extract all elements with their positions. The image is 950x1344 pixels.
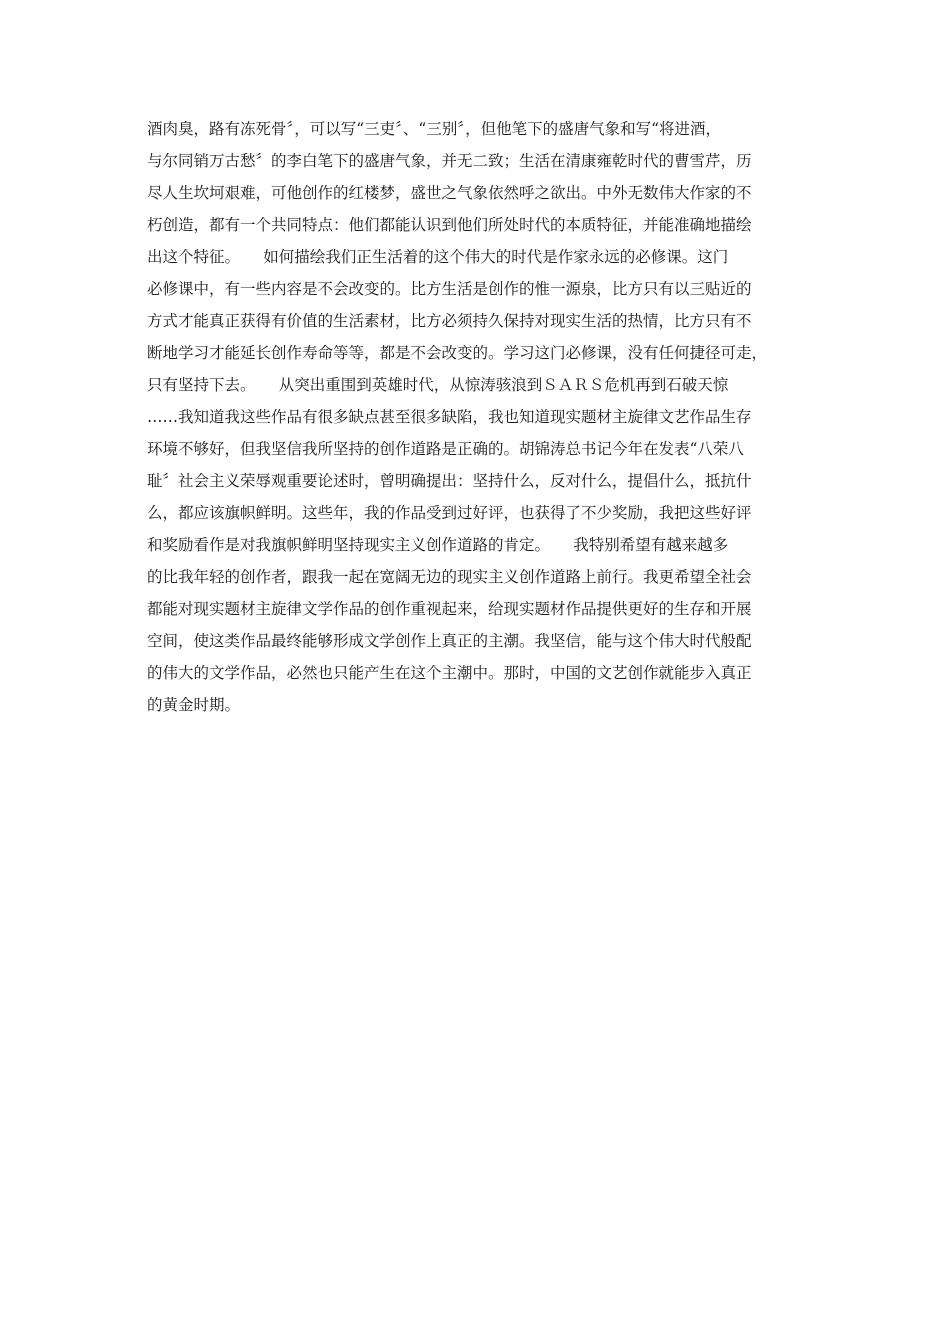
text-line: 断地学习才能延长创作寿命等等，都是不会改变的。学习这门必修课，没有任何捷径可走， [147, 344, 768, 362]
text-line: 方式才能真正获得有价值的生活素材，比方必须持久保持对现实生活的热情，比方只有不 [147, 312, 752, 330]
text-line: 的黄金时期。 [147, 696, 241, 714]
text-line: 么，都应该旗帜鲜明。这些年，我的作品受到过好评，也获得了不少奖励，我把这些好评 [147, 504, 752, 522]
text-line: 出这个特征。 如何描绘我们正生活着的这个伟大的时代是作家永远的必修课。这门 [147, 248, 729, 266]
text-line: 环境不够好，但我坚信我所坚持的创作道路是正确的。胡锦涛总书记今年在发表“八荣八 [147, 440, 744, 458]
text-line: 都能对现实题材主旋律文学作品的创作重视起来，给现实题材作品提供更好的生存和开展 [147, 600, 752, 618]
text-line: 只有坚持下去。 从突出重围到英雄时代，从惊涛骇浪到ＳＡＲＳ危机再到石破天惊 [147, 376, 729, 394]
body-text [147, 113, 817, 721]
text-line: 空间，使这类作品最终能够形成文学创作上真正的主潮。我坚信，能与这个伟大时代般配 [147, 632, 752, 650]
text-line: 酒肉臭，路有冻死骨〞，可以写“三吏〞、“三别〞，但他笔下的盛唐气象和写“将进酒， [147, 120, 722, 138]
text-line: 尽人生坎坷艰难，可他创作的红楼梦，盛世之气象依然呼之欲出。中外无数伟大作家的不 [147, 184, 752, 202]
text-line: 的比我年轻的创作者，跟我一起在宽阔无边的现实主义创作道路上前行。我更希望全社会 [147, 568, 752, 586]
text-line: 和奖励看作是对我旗帜鲜明坚持现实主义创作道路的肯定。 我特别希望有越来越多 [147, 536, 729, 554]
text-line: 朽创造，都有一个共同特点：他们都能认识到他们所处时代的本质特征，并能准确地描绘 [147, 216, 752, 234]
text-line: ……我知道我这些作品有很多缺点甚至很多缺陷，我也知道现实题材主旋律文艺作品生存 [147, 408, 752, 426]
text-line: 耻〞社会主义荣辱观重要论述时，曾明确提出：坚持什么，反对什么，提倡什么，抵抗什 [147, 472, 752, 490]
text-line: 与尔同销万古愁〞的李白笔下的盛唐气象，并无二致；生活在清康雍乾时代的曹雪芹，历 [147, 152, 752, 170]
text-line: 的伟大的文学作品，必然也只能产生在这个主潮中。那时，中国的文艺创作就能步入真正 [147, 664, 752, 682]
text-line: 必修课中，有一些内容是不会改变的。比方生活是创作的惟一源泉，比方只有以三贴近的 [147, 280, 752, 298]
